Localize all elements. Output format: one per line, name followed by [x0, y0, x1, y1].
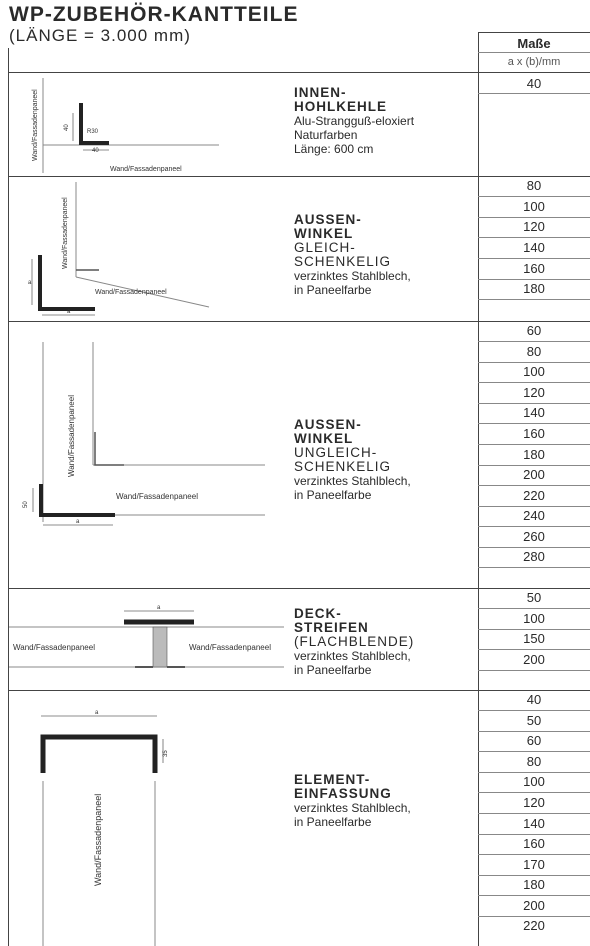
product-title-line: WINKEL: [294, 226, 354, 241]
dim-label: 40: [92, 148, 99, 154]
aussenwinkel-gleich-diagram: [9, 177, 279, 321]
size-rule: [478, 403, 590, 404]
size-value: 240: [523, 508, 545, 523]
size-value: 180: [523, 447, 545, 462]
size-rule: [478, 875, 590, 876]
dim-label: a: [76, 519, 80, 525]
product-desc-line: Länge: 600 cm: [294, 142, 374, 156]
size-rule: [478, 792, 590, 793]
product-desc-line: verzinktes Stahlblech,: [294, 649, 411, 663]
product-subtitle-line: UNGLEICH-: [294, 445, 378, 460]
size-value: 200: [523, 467, 545, 482]
product-title-line: INNEN-: [294, 85, 347, 100]
product-desc-line: verzinktes Stahlblech,: [294, 801, 411, 815]
product-subtitle-line: SCHENKELIG: [294, 254, 392, 269]
size-rule: [478, 895, 590, 896]
size-value: 160: [523, 261, 545, 276]
size-rule: [478, 506, 590, 507]
aussenwinkel-ungleich-diagram: [9, 322, 279, 588]
size-rule: [478, 567, 590, 568]
size-value: 100: [523, 364, 545, 379]
size-value: 80: [526, 754, 542, 769]
dim-label: a: [157, 605, 161, 611]
wall-label: Wand/Fassadenpaneel: [67, 395, 76, 477]
size-value: 80: [526, 344, 542, 359]
size-value: 140: [523, 240, 545, 255]
wall-label: Wand/Fassadenpaneel: [32, 89, 39, 161]
dim-label: R30: [87, 129, 99, 135]
size-value: 120: [523, 795, 545, 810]
dim-label: 50: [23, 501, 29, 508]
product-title-line: ELEMENT-: [294, 772, 371, 787]
size-value: 200: [523, 652, 545, 667]
size-rule: [478, 608, 590, 609]
size-value: 120: [523, 219, 545, 234]
size-rule: [478, 649, 590, 650]
header-mid-rule: [478, 52, 590, 53]
size-rule: [478, 854, 590, 855]
size-rule: [478, 362, 590, 363]
product-subtitle-line: GLEICH-: [294, 240, 356, 255]
size-value: 280: [523, 549, 545, 564]
size-rule: [478, 772, 590, 773]
size-value: 100: [523, 611, 545, 626]
right-panel-label: Wand/Fassadenpaneel: [189, 643, 271, 652]
size-value: 260: [523, 529, 545, 544]
page-title: WP-ZUBEHÖR-KANTTEILE: [9, 3, 299, 26]
size-value: 200: [523, 898, 545, 913]
product-title-line: AUSSEN-: [294, 212, 362, 227]
product-desc-line: Naturfarben: [294, 128, 358, 142]
dim-label: a: [67, 309, 71, 315]
size-value: 50: [526, 713, 542, 728]
wall-label: Wand/Fassadenpaneel: [62, 197, 69, 269]
innen-hohlkehle-diagram: [9, 73, 279, 176]
size-rule: [478, 813, 590, 814]
product-desc-line: in Paneelfarbe: [294, 488, 372, 502]
size-value: 40: [526, 76, 542, 91]
panel-label: Wand/Fassadenpaneel: [116, 492, 198, 501]
size-value: 180: [523, 877, 545, 892]
size-rule: [478, 834, 590, 835]
size-value: 160: [523, 426, 545, 441]
size-rule: [478, 629, 590, 630]
size-rule: [478, 710, 590, 711]
page-subtitle: (LÄNGE = 3.000 mm): [9, 26, 191, 45]
product-title-line: HOHLKEHLE: [294, 99, 387, 114]
size-rule: [478, 485, 590, 486]
size-rule: [478, 258, 590, 259]
sizes-column-header: Maße: [517, 36, 551, 51]
size-rule: [478, 217, 590, 218]
size-value: 150: [523, 631, 545, 646]
size-rule: [478, 299, 590, 300]
size-rule: [478, 341, 590, 342]
product-desc-line: in Paneelfarbe: [294, 283, 372, 297]
size-rule: [478, 547, 590, 548]
wall-label: Wand/Fassadenpaneel: [93, 793, 103, 886]
size-value: 140: [523, 816, 545, 831]
size-rule: [478, 731, 590, 732]
size-rule: [478, 526, 590, 527]
size-value: 220: [523, 918, 545, 933]
element-einfassung-diagram: [9, 691, 279, 946]
product-subtitle-line: (FLACHBLENDE): [294, 634, 415, 649]
product-title-line: AUSSEN-: [294, 417, 362, 432]
size-rule: [478, 93, 590, 94]
product-title-line: EINFASSUNG: [294, 786, 392, 801]
size-rule: [478, 237, 590, 238]
panel-label: Wand/Fassadenpaneel: [95, 289, 167, 296]
product-desc-line: in Paneelfarbe: [294, 663, 372, 677]
size-rule: [478, 382, 590, 383]
size-rule: [478, 423, 590, 424]
size-rule: [478, 444, 590, 445]
size-value: 220: [523, 488, 545, 503]
product-desc-line: verzinktes Stahlblech,: [294, 269, 411, 283]
sizes-column-unit: a x (b)/mm: [507, 56, 561, 68]
size-value: 50: [526, 590, 542, 605]
left-panel-label: Wand/Fassadenpaneel: [13, 643, 95, 652]
product-title-line: DECK-: [294, 606, 342, 621]
dim-label: a: [28, 280, 32, 286]
product-title-line: STREIFEN: [294, 620, 369, 635]
product-desc-line: Alu-Strangguß-eloxiert: [294, 114, 415, 128]
product-subtitle-line: SCHENKELIG: [294, 459, 392, 474]
header-top-rule: [478, 32, 590, 33]
size-value: 100: [523, 774, 545, 789]
size-rule: [478, 279, 590, 280]
size-value: 60: [526, 323, 542, 338]
size-value: 140: [523, 405, 545, 420]
size-rule: [478, 670, 590, 671]
product-desc-line: in Paneelfarbe: [294, 815, 372, 829]
size-value: 100: [523, 199, 545, 214]
size-rule: [478, 916, 590, 917]
size-value: 180: [523, 281, 545, 296]
product-title-line: WINKEL: [294, 431, 354, 446]
size-rule: [478, 196, 590, 197]
panel-label: Wand/Fassadenpaneel: [110, 166, 182, 173]
dim-label: 35: [163, 750, 169, 757]
dim-label: 40: [64, 124, 70, 131]
size-rule: [478, 465, 590, 466]
size-value: 40: [526, 692, 542, 707]
dim-label: a: [95, 710, 99, 716]
size-value: 80: [526, 178, 542, 193]
deckstreifen-diagram: [9, 589, 289, 690]
size-value: 120: [523, 385, 545, 400]
size-value: 160: [523, 836, 545, 851]
size-value: 60: [526, 733, 542, 748]
size-value: 170: [523, 857, 545, 872]
size-rule: [478, 751, 590, 752]
product-desc-line: verzinktes Stahlblech,: [294, 474, 411, 488]
